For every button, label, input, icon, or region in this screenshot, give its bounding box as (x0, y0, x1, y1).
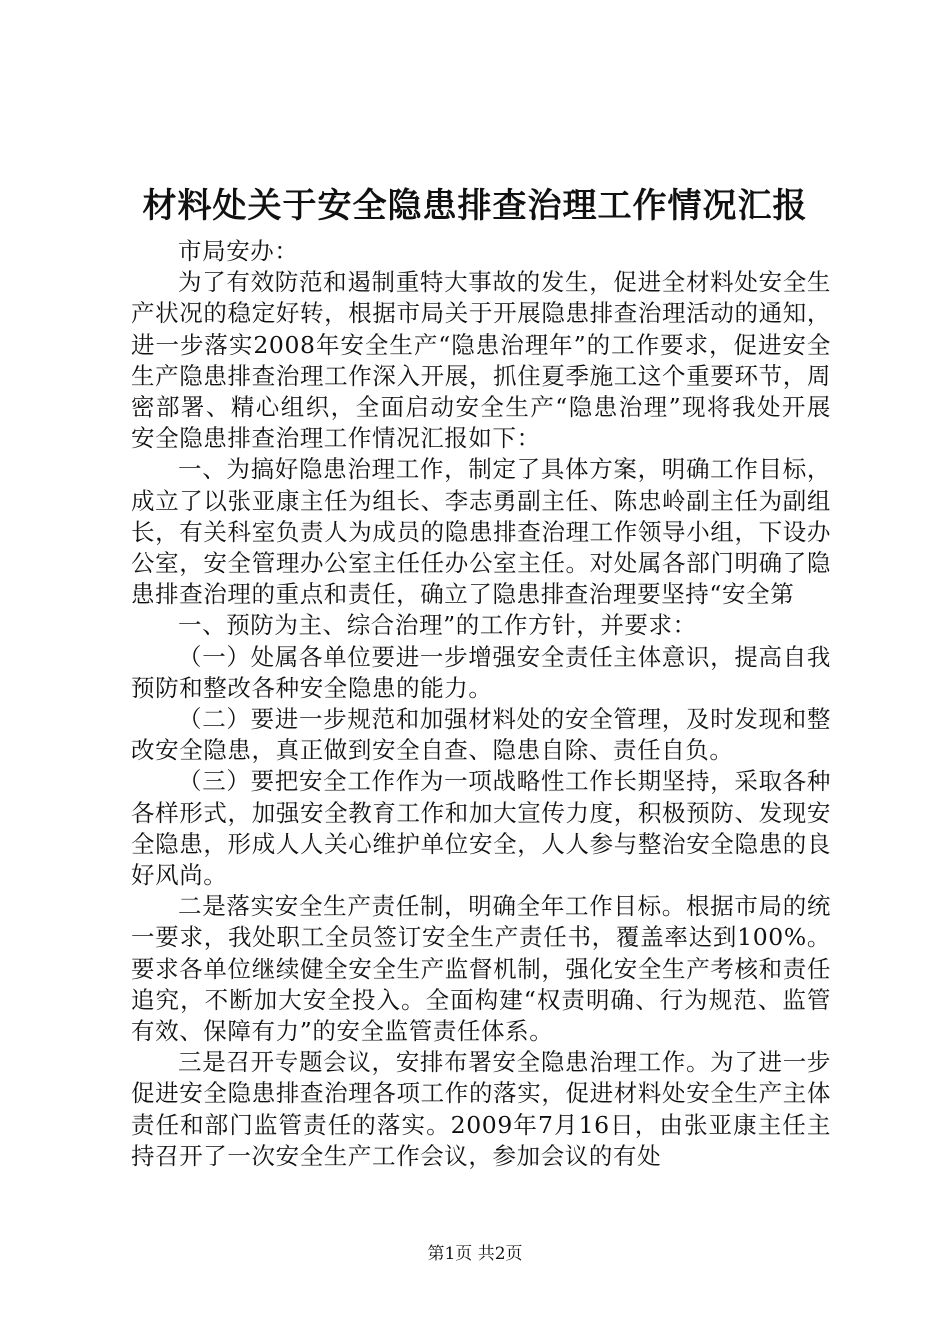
document-body (131, 236, 831, 1172)
paragraph: （一）处属各单位要进一步增强安全责任主体意识，提高自我预防和整改各种安全隐患的能力。 (131, 642, 831, 702)
salutation: 市局安办： (178, 237, 299, 265)
paragraph: 一、为搞好隐患治理工作，制定了具体方案，明确工作目标，成立了以张亚康主任为组长、李志勇副主任、陈忠岭副主任为副组长，有关科室负责人为成员的隐患排查治理工作领导小组，下设办公室，安全管理办公室主任任办公室主任。对处属各部门明确了隐患排查治理的重点和责任，确立了隐患排查治理要坚持“安全第 (131, 455, 831, 609)
paragraph: 一、预防为主、综合治理”的工作方针，并要求： (178, 611, 697, 640)
paragraph: 三是召开专题会议，安排布署安全隐患治理工作。为了进一步促进安全隐患排查治理各项工作的落实，促进材料处安全生产主体责任和部门监管责任的落实。2009年7月16日，由张亚康主任主持召开了一次安全生产工作会议，参加会议的有处 (131, 1048, 831, 1170)
document-title: 材料处关于安全隐患排查治理工作情况汇报 (142, 186, 808, 226)
paragraph: 二是落实安全生产责任制，明确全年工作目标。根据市局的统一要求，我处职工全员签订安全生产责任书，覆盖率达到100%。要求各单位继续健全安全生产监督机制，强化安全生产考核和责任追究，不断加大安全投入。全面构建“权责明确、行为规范、监管有效、保障有力”的安全监管责任体系。 (131, 892, 831, 1046)
paragraph: 为了有效防范和遏制重特大事故的发生，促进全材料处安全生产状况的稳定好转，根据市局关于开展隐患排查治理活动的通知，进一步落实2008年安全生产“隐患治理年”的工作要求，促进安全生产隐患排查治理工作深入开展，抓住夏季施工这个重要环节，周密部署、精心组织，全面启动安全生产“隐患治理”现将我处开展安全隐患排查治理工作情况汇报如下： (131, 268, 831, 453)
page-footer: 第1页 共2页 (427, 1244, 523, 1264)
paragraph: （三）要把安全工作作为一项战略性工作长期坚持，采取各种各样形式，加强安全教育工作和加大宣传力度，积极预防、发现安全隐患，形成人人关心维护单位安全，人人参与整治安全隐患的良好风尚。 (131, 767, 831, 890)
paragraph: （二）要进一步规范和加强材料处的安全管理，及时发现和整改安全隐患，真正做到安全自查、隐患自除、责任自负。 (131, 705, 831, 765)
